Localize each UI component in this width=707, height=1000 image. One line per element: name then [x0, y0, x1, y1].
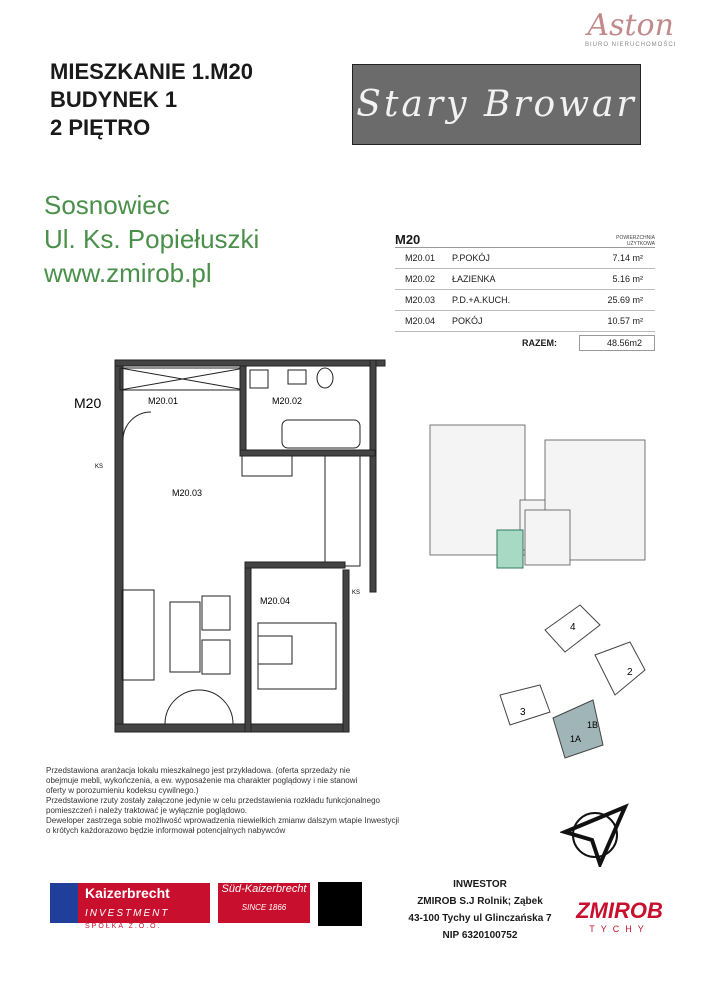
aston-logo: Aston BIURO NIERUCHOMOŚCI [585, 8, 677, 48]
stary-browar-logo: Stary Browar [352, 64, 641, 145]
website-link[interactable]: www.zmirob.pl [44, 258, 212, 288]
svg-text:2: 2 [627, 667, 633, 678]
room-label: M20.01 [148, 396, 179, 406]
zmirob-logo: ZMIROB TYCHY [576, 898, 663, 934]
table-row: M20.04 POKÓJ 10.57 m² [395, 311, 655, 332]
table-total: RAZEM: 48.56m2 [395, 332, 655, 354]
disclaimer: Przedstawiona aranżacja lokalu mieszkalnego jest przykładowa. (oferta sprzedaży nie obejmuje mebli, wykończenia, a ew. wyposażenie ma charakter poglądowy i nie stanowi oferty w porozumieniu kodeksu cywilnego.) Przedstawione rzuty zostały załączone jedynie w celu przedstawienia rozkładu funkcjonalnego pomieszczeń i należy traktować je wyłącznie poglądowo. Deweloper zastrzega sobie możliwość wprowadzenia niewielkich zmianw dalszym wtapie Inwestycji o krótych każdorazowo będzie informował potencjalnych nabywców [46, 766, 400, 835]
building-number: BUDYNEK 1 [50, 87, 178, 112]
building-plan [425, 410, 665, 580]
area-table [395, 229, 655, 354]
table-row: M20.03 P.D.+A.KUCH. 25.69 m² [395, 290, 655, 311]
svg-text:3: 3 [520, 707, 526, 718]
svg-text:1A: 1A [570, 734, 582, 744]
ks-label: KS [95, 464, 104, 470]
table-row: M20.01 P.POKÓJ 7.14 m² [395, 248, 655, 269]
unit-label: M20 [74, 395, 102, 411]
location-info [44, 188, 259, 290]
svg-text:1B: 1B [587, 720, 599, 730]
street: Ul. Ks. Popiełuszki [44, 224, 260, 254]
qr-code-icon[interactable] [318, 882, 362, 926]
sud-kaizerbrecht-logo: Süd-Kaizerbrecht SINCE 1866 [218, 883, 310, 923]
selected-unit-marker [497, 530, 523, 568]
table-title: M20 [395, 232, 421, 247]
kaizerbrecht-logo: Kaizerbrecht INVESTMENT [50, 883, 210, 923]
floor-number: 2 PIĘTRO [50, 115, 151, 140]
table-row: M20.02 ŁAZIENKA 5.16 m² [395, 269, 655, 290]
room-label: M20.03 [172, 488, 203, 498]
floor-plan [60, 340, 390, 760]
city: Sosnowiec [44, 190, 170, 220]
investor-info: INWESTOR ZMIROB S.J Rolnik; Ząbek 43-100 Tychy ul Glinczańska 7 NIP 6320100752 [408, 879, 552, 941]
apartment-number: MIESZKANIE 1.M20 [50, 59, 253, 84]
room-label: M20.02 [272, 396, 303, 406]
area-column-header: POWIERZCHNIA UŻYTKOWA [616, 235, 655, 247]
ks-label: KS [352, 590, 361, 596]
site-plan [495, 600, 665, 780]
svg-text:4: 4 [570, 622, 576, 633]
apartment-title [50, 58, 253, 142]
compass-icon [560, 802, 630, 867]
room-label: M20.04 [260, 596, 291, 606]
